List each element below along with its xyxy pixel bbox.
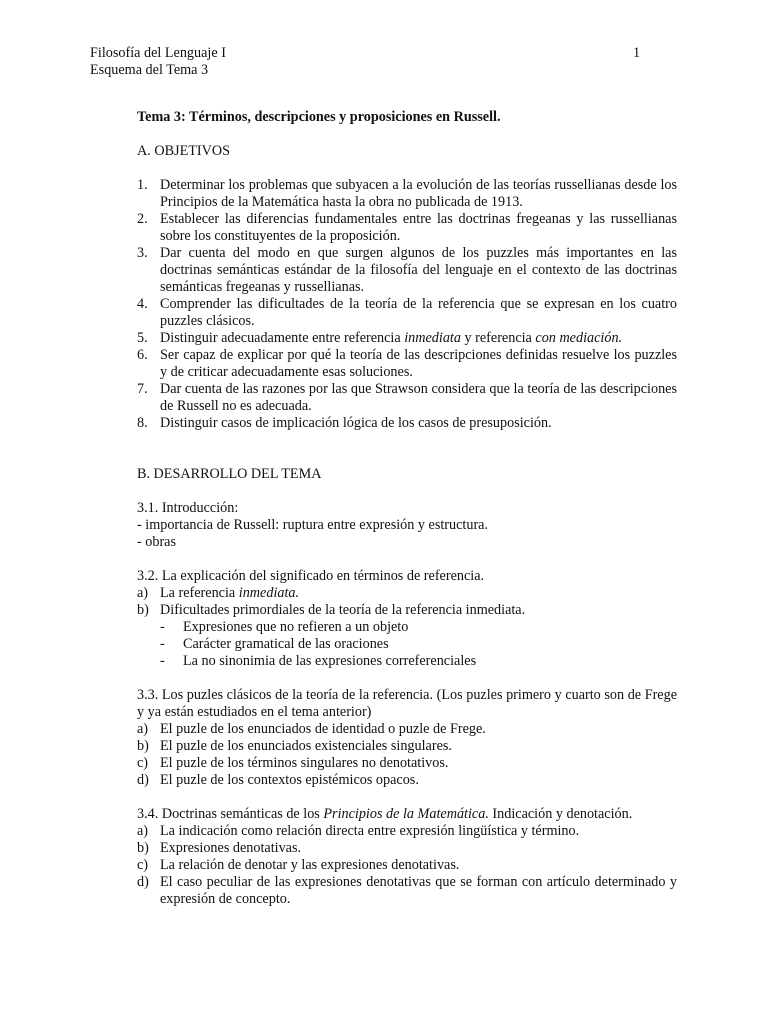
item-number: 4. [137,296,148,312]
item-letter: d) [137,772,149,788]
item-number: 3. [137,245,148,261]
item-text: Expresiones denotativas. [160,840,302,856]
item-number: 8. [137,415,148,431]
objetivos-heading: A. OBJETIVOS [137,143,231,159]
sub-item [137,619,677,636]
list-item [137,874,677,908]
item-text: El caso peculiar de las expresiones denotativas que se forman con artículo determinado y expresión de concepto. [160,874,677,907]
italic-term: inmediata. [238,585,300,601]
spacer [137,670,677,687]
item-text: El puzle de los enunciados de identidad o puzle de Frege. [160,721,486,737]
list-item [137,721,677,738]
list-item [137,245,677,296]
section-list [137,721,677,789]
item-text: Expresiones que no refieren a un objeto [183,619,409,635]
item-letter: c) [137,857,149,873]
section-title [137,806,677,823]
list-item [137,347,677,381]
item-text: Dar cuenta de las razones por las que Strawson considera que la teoría de las descripciones de Russell no es adecuada. [160,381,677,414]
list-item [137,585,677,602]
title-text: 3.4. Doctrinas semánticas de los [137,806,324,822]
section-list [137,823,677,908]
list-item [137,177,677,211]
item-text: Dar cuenta del modo en que surgen algunos de los puzzles más importantes en las doctrinas semánticas estándar de la filosofía del lenguaje en el contexto de las doctrinas semánticas fregeanas y russellianas. [160,245,677,295]
section-title: 3.1. Introducción: [137,500,239,516]
item-number: 6. [137,347,148,363]
desarrollo-heading: B. DESARROLLO DEL TEMA [137,466,322,482]
italic-term: inmediata [404,330,461,346]
dash-bullet: - [160,619,165,635]
item-text: La indicación como relación directa entre expresión lingüística y término. [160,823,580,839]
section-3-3 [137,687,677,789]
item-number: 2. [137,211,148,227]
item-letter: b) [137,840,149,856]
item-text: La relación de denotar y las expresiones denotativas. [160,857,460,873]
item-text: y referencia [460,330,536,346]
running-header [90,45,226,79]
spacer [137,789,677,806]
section-3-4 [137,806,677,908]
item-text: Ser capaz de explicar por qué la teoría de las descripciones definidas resuelve los puzzles y de criticar adecuadamente esas soluciones. [160,347,677,380]
italic-title: Principios de la Matemática. [323,806,489,822]
list-item [137,772,677,789]
item-number: 7. [137,381,148,397]
item-text: El puzle de los contextos epistémicos opacos. [160,772,419,788]
list-item [137,415,677,432]
page-number: 1 [633,45,641,61]
item-letter: c) [137,755,149,771]
item-text: Establecer las diferencias fundamentales entre las doctrinas fregeanas y las russellianas sobre los constituyentes de la proposición. [160,211,677,244]
item-number: 1. [137,177,148,193]
dash-bullet: - [160,653,165,669]
section-list [137,585,677,619]
item-letter: a) [137,585,149,601]
item-text: La referencia [160,585,239,601]
spacer [137,432,677,466]
item-text: El puzle de los enunciados existenciales singulares. [160,738,452,754]
section-3-2 [137,568,677,670]
section-title: 3.3. Los puzles clásicos de la teoría de la referencia. (Los puzles primero y cuarto son de Frege y ya están estudiados en el tema anterior) [137,687,677,720]
sub-list [137,619,677,670]
list-item [137,840,677,857]
section-title: 3.2. La explicación del significado en términos de referencia. [137,568,485,584]
item-text: Carácter gramatical de las oraciones [183,636,389,652]
item-number: 5. [137,330,148,346]
list-item [137,755,677,772]
list-item [137,296,677,330]
list-item [137,857,677,874]
list-item [137,211,677,245]
document-body [137,109,677,908]
sub-item [137,653,677,670]
course-name: Filosofía del Lenguaje I [90,45,226,61]
item-text: El puzle de los términos singulares no denotativos. [160,755,449,771]
document-subtitle: Esquema del Tema 3 [90,62,209,78]
item-text: Comprender las dificultades de la teoría de la referencia que se expresan en los cuatro puzzles clásicos. [160,296,677,329]
item-letter: a) [137,721,149,737]
list-item [137,823,677,840]
item-letter: b) [137,602,149,618]
item-text: Distinguir casos de implicación lógica de los casos de presuposición. [160,415,552,431]
italic-term: con mediación. [535,330,623,346]
list-item [137,738,677,755]
item-text: Determinar los problemas que subyacen a la evolución de las teorías russellianas desde los Principios de la Matemática hasta la obra no publicada de 1913. [160,177,677,210]
section-line: - importancia de Russell: ruptura entre expresión y estructura. [137,517,489,533]
item-text: La no sinonimia de las expresiones correferenciales [183,653,477,669]
spacer [137,551,677,568]
list-item [137,381,677,415]
title-text: Indicación y denotación. [488,806,633,822]
section-3-1 [137,500,677,551]
item-text: Dificultades primordiales de la teoría de la referencia inmediata. [160,602,526,618]
section-line: - obras [137,534,177,550]
page-title: Tema 3: Términos, descripciones y proposiciones en Russell. [137,109,501,125]
objetivos-list [137,177,677,432]
list-item [137,602,677,619]
item-letter: a) [137,823,149,839]
sub-item [137,636,677,653]
item-letter: b) [137,738,149,754]
list-item [137,330,677,347]
dash-bullet: - [160,636,165,652]
item-text: Distinguir adecuadamente entre referencia [160,330,405,346]
item-letter: d) [137,874,149,890]
